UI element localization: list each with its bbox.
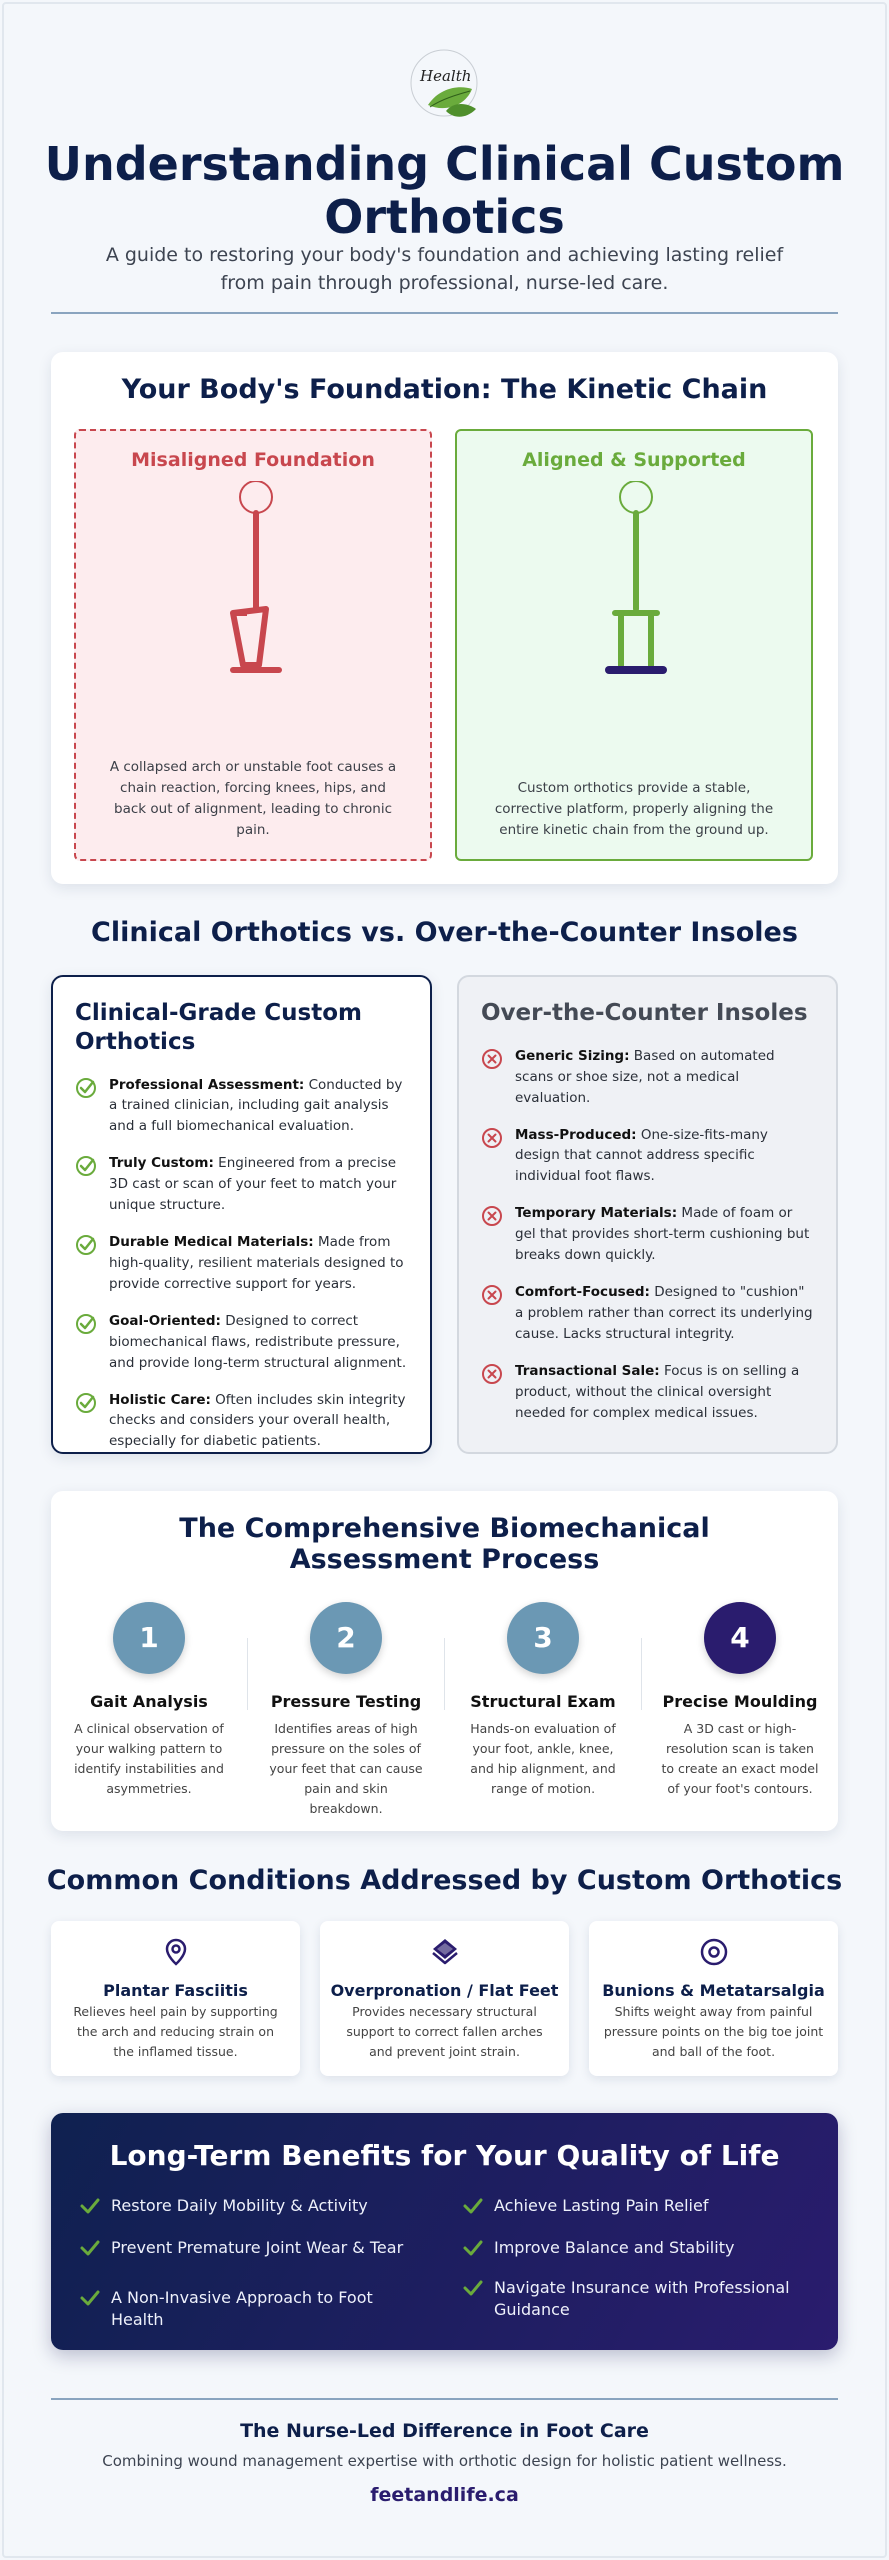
benefit-label: Navigate Insurance with Professional Guidance bbox=[494, 2278, 790, 2320]
misaligned-heading: Misaligned Foundation bbox=[131, 449, 375, 471]
aligned-heading: Aligned & Supported bbox=[522, 449, 746, 471]
divider bbox=[51, 2398, 838, 2400]
check-circle-icon bbox=[75, 1234, 97, 1256]
check-circle-icon bbox=[75, 1155, 97, 1177]
comparison-item-description: Based on automated scans or shoe size, not a medical evaluation. bbox=[515, 1047, 775, 1106]
comparison-item-text bbox=[109, 1390, 408, 1453]
step-title: Precise Moulding bbox=[662, 1692, 818, 1711]
comparison-item-description: Often includes skin integrity checks and considers your overall health, especially for diabetic patients. bbox=[109, 1391, 406, 1450]
x-circle-icon bbox=[481, 1205, 503, 1227]
condition-card bbox=[320, 1921, 569, 2076]
check-icon bbox=[462, 2277, 484, 2299]
step-number: 4 bbox=[704, 1602, 776, 1674]
misaligned-panel bbox=[74, 429, 432, 861]
benefits-banner bbox=[51, 2113, 838, 2350]
svg-text:Health: Health bbox=[420, 67, 472, 85]
divider bbox=[51, 312, 838, 314]
benefit-item bbox=[79, 2237, 429, 2259]
step-number: 2 bbox=[310, 1602, 382, 1674]
comparison-item-description: Made of foam or gel that provides short-term cushioning but breaks down quickly. bbox=[515, 1205, 810, 1264]
misaligned-skeleton-icon bbox=[221, 481, 291, 711]
benefit-label: A Non-Invasive Approach to Foot Health bbox=[111, 2288, 373, 2330]
section-title-process: The Comprehensive Biomechanical Assessment Process bbox=[179, 1513, 710, 1576]
step-divider bbox=[444, 1638, 445, 1710]
comparison-item bbox=[481, 1282, 814, 1345]
step-description: A clinical observation of your walking pattern to identify instabilities and asymmetries. bbox=[74, 1721, 224, 1796]
footer-title: The Nurse-Led Difference in Foot Care bbox=[240, 2420, 649, 2442]
comparison-item-description: Designed to correct biomechanical flaws, redistribute pressure, and provide long-term structural alignment. bbox=[109, 1312, 407, 1371]
comparison-item-text bbox=[109, 1153, 408, 1216]
benefit-label: Improve Balance and Stability bbox=[494, 2238, 735, 2257]
brand-logo bbox=[406, 45, 482, 127]
comparison-item-label: Truly Custom: bbox=[109, 1155, 214, 1172]
process-step bbox=[660, 1602, 820, 1799]
comparison-item-text bbox=[515, 1125, 814, 1188]
condition-card bbox=[589, 1921, 838, 2076]
comparison-item bbox=[481, 1046, 814, 1109]
otc-heading: Over-the-Counter Insoles bbox=[481, 1000, 808, 1026]
check-icon bbox=[79, 2237, 101, 2259]
benefit-item bbox=[462, 2237, 812, 2259]
condition-description: Relieves heel pain by supporting the arch and reducing strain on the inflamed tissue. bbox=[73, 2004, 278, 2059]
step-title: Structural Exam bbox=[470, 1692, 616, 1711]
website-link[interactable]: feetandlife.ca bbox=[370, 2484, 519, 2506]
comparison-item-text bbox=[515, 1046, 814, 1109]
condition-description: Provides necessary structural support to correct fallen arches and prevent joint strain. bbox=[346, 2004, 543, 2059]
comparison-item-label: Mass-Produced: bbox=[515, 1126, 637, 1143]
comparison-item-label: Holistic Care: bbox=[109, 1391, 211, 1408]
benefits-title: Long-Term Benefits for Your Quality of Life bbox=[109, 2139, 780, 2172]
benefit-item bbox=[462, 2195, 812, 2217]
x-circle-icon bbox=[481, 1363, 503, 1385]
comparison-item bbox=[481, 1361, 814, 1424]
comparison-item-description: Made from high-quality, resilient materials designed to provide corrective support for years. bbox=[109, 1234, 404, 1292]
otc-insoles-card bbox=[457, 975, 838, 1454]
benefit-item bbox=[79, 2195, 429, 2217]
condition-title: Bunions & Metatarsalgia bbox=[602, 1981, 825, 2000]
misaligned-text: A collapsed arch or unstable foot causes a chain reaction, forcing knees, hips, and back out of alignment, leading to chronic pain. bbox=[109, 759, 397, 839]
clinical-orthotics-card bbox=[51, 975, 432, 1454]
comparison-item-description: Designed to "cushion" a problem rather than correct its underlying cause. Lacks structural integrity. bbox=[515, 1284, 813, 1342]
check-icon bbox=[462, 2237, 484, 2259]
benefit-item bbox=[79, 2287, 429, 2332]
aligned-text: Custom orthotics provide a stable, corrective platform, properly aligning the entire kinetic chain from the ground up. bbox=[494, 780, 774, 839]
assessment-process-card bbox=[51, 1491, 838, 1831]
process-step bbox=[266, 1602, 426, 1819]
aligned-skeleton-icon bbox=[601, 481, 671, 711]
comparison-item-label: Generic Sizing: bbox=[515, 1047, 630, 1064]
benefit-label: Achieve Lasting Pain Relief bbox=[494, 2196, 709, 2215]
comparison-item bbox=[75, 1232, 408, 1295]
comparison-item-label: Comfort-Focused: bbox=[515, 1284, 650, 1301]
check-circle-icon bbox=[75, 1313, 97, 1335]
comparison-item-text bbox=[109, 1311, 408, 1374]
section-title-kinetic: Your Body's Foundation: The Kinetic Chain bbox=[121, 374, 768, 405]
comparison-item bbox=[75, 1075, 408, 1138]
x-circle-icon bbox=[481, 1127, 503, 1149]
section-title-comparison: Clinical Orthotics vs. Over-the-Counter Insoles bbox=[91, 917, 798, 948]
comparison-item bbox=[481, 1125, 814, 1188]
section-title-conditions: Common Conditions Addressed by Custom Orthotics bbox=[46, 1865, 843, 1896]
comparison-item-text bbox=[515, 1361, 814, 1424]
check-icon bbox=[462, 2195, 484, 2217]
check-icon bbox=[79, 2195, 101, 2217]
step-title: Pressure Testing bbox=[270, 1692, 422, 1711]
step-title: Gait Analysis bbox=[90, 1692, 208, 1711]
check-circle-icon bbox=[75, 1077, 97, 1099]
comparison-item-description: Conducted by a trained clinician, including gait analysis and a full biomechanical evaluation. bbox=[109, 1076, 403, 1135]
comparison-item bbox=[75, 1153, 408, 1216]
comparison-item bbox=[75, 1311, 408, 1374]
process-step bbox=[463, 1602, 623, 1799]
comparison-item-label: Professional Assessment: bbox=[109, 1076, 305, 1093]
comparison-item-text bbox=[515, 1282, 814, 1345]
check-circle-icon bbox=[75, 1392, 97, 1414]
step-number: 1 bbox=[113, 1602, 185, 1674]
process-step bbox=[69, 1602, 229, 1799]
check-icon bbox=[79, 2287, 101, 2309]
comparison-item-text bbox=[109, 1075, 408, 1138]
comparison-item bbox=[75, 1390, 408, 1453]
aligned-panel bbox=[455, 429, 813, 861]
target-icon bbox=[699, 1937, 729, 1967]
comparison-item-label: Goal-Oriented: bbox=[109, 1312, 221, 1329]
layers-icon bbox=[430, 1937, 460, 1967]
step-description: Identifies areas of high pressure on the soles of your feet that can cause pain and skin breakdown. bbox=[269, 1721, 423, 1816]
x-circle-icon bbox=[481, 1284, 503, 1306]
page-title: Understanding Clinical Custom Orthotics bbox=[44, 137, 845, 244]
condition-title: Plantar Fasciitis bbox=[103, 1981, 248, 2000]
clinical-heading: Clinical-Grade Custom Orthotics bbox=[75, 1000, 363, 1055]
comparison-item-text bbox=[109, 1232, 408, 1295]
comparison-item-label: Temporary Materials: bbox=[515, 1205, 678, 1222]
benefit-label: Restore Daily Mobility & Activity bbox=[111, 2196, 368, 2215]
comparison-item-label: Transactional Sale: bbox=[515, 1362, 660, 1379]
step-description: A 3D cast or high-resolution scan is taken to create an exact model of your foot's contours. bbox=[661, 1721, 819, 1796]
x-circle-icon bbox=[481, 1048, 503, 1070]
comparison-item-description: Engineered from a precise 3D cast or scan of your feet to match your unique structure. bbox=[109, 1155, 397, 1214]
kinetic-chain-card bbox=[51, 352, 838, 884]
page-subtitle: A guide to restoring your body's foundation and achieving lasting relief from pain through professional, nurse-led care. bbox=[105, 244, 784, 294]
comparison-item-description: One-size-fits-many design that cannot address specific individual foot flaws. bbox=[515, 1126, 768, 1185]
step-number: 3 bbox=[507, 1602, 579, 1674]
benefit-label: Prevent Premature Joint Wear & Tear bbox=[111, 2238, 404, 2257]
benefit-item bbox=[462, 2277, 812, 2322]
step-description: Hands-on evaluation of your foot, ankle, knee, and hip alignment, and range of motion. bbox=[470, 1721, 616, 1796]
step-divider bbox=[247, 1638, 248, 1710]
footer-subtitle: Combining wound management expertise with orthotic design for holistic patient wellness. bbox=[102, 2452, 787, 2470]
comparison-item-description: Focus is on selling a product, without the clinical oversight needed for complex medical issues. bbox=[515, 1362, 800, 1421]
map-pin-icon bbox=[161, 1937, 191, 1967]
condition-description: Shifts weight away from painful pressure points on the big toe joint and ball of the foot. bbox=[603, 2004, 824, 2059]
comparison-item bbox=[481, 1203, 814, 1266]
condition-title: Overpronation / Flat Feet bbox=[330, 1981, 559, 2000]
comparison-item-text bbox=[515, 1203, 814, 1266]
comparison-item-label: Durable Medical Materials: bbox=[109, 1234, 314, 1251]
step-divider bbox=[641, 1638, 642, 1710]
condition-card bbox=[51, 1921, 300, 2076]
